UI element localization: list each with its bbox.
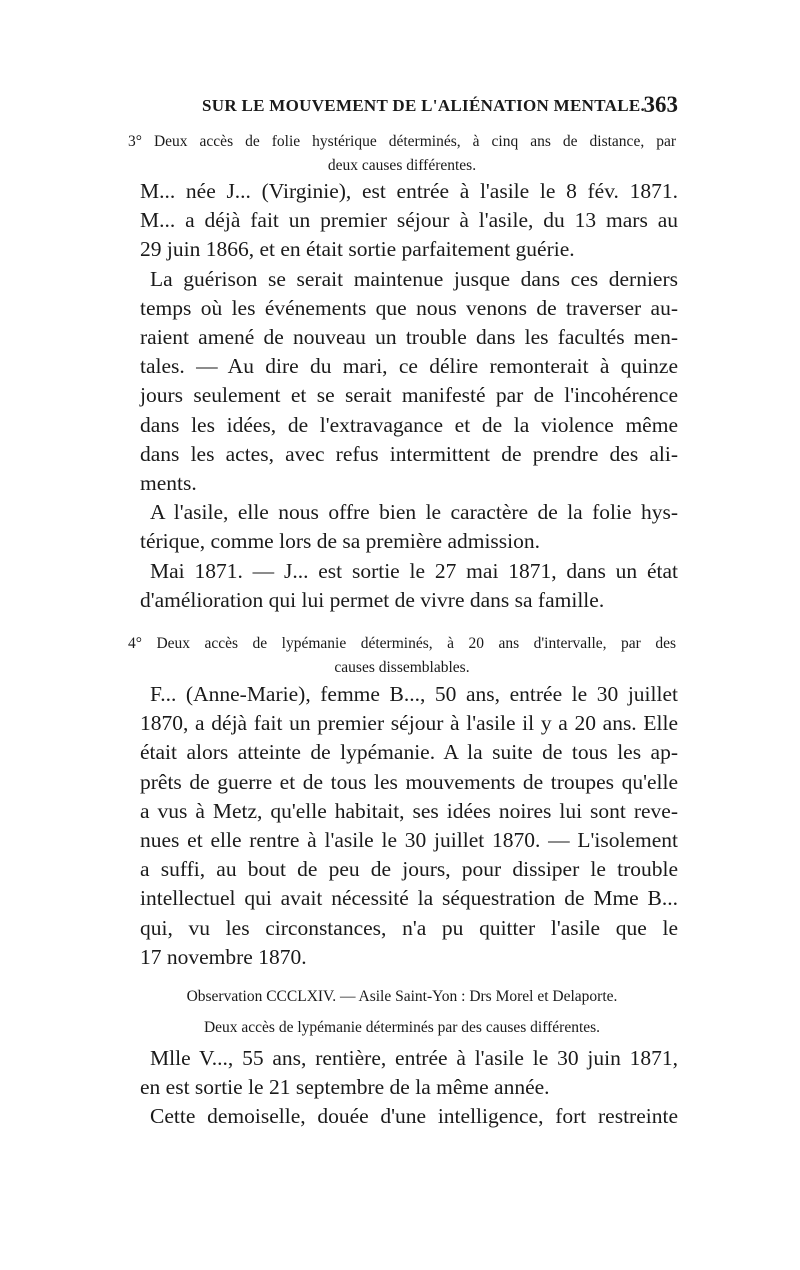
text-line: intellectuel qui avait nécessité la séquestration de Mme B...: [140, 886, 678, 911]
case3-heading-line: 3° Deux accès de folie hystérique déterminés, à cinq ans de distance, par: [128, 133, 676, 150]
case3-heading: [128, 130, 676, 178]
observation-body: [140, 1044, 678, 1132]
text-line: Cette demoiselle, douée d'une intelligence, fort restreinte: [150, 1104, 678, 1129]
text-line: temps où les événements que nous venons de traverser au-: [140, 295, 678, 320]
case4-heading-line: 4° Deux accès de lypémanie déterminés, à 20 ans d'intervalle, par des: [128, 635, 676, 652]
case3-body: [140, 177, 678, 615]
text-line: La guérison se serait maintenue jusque dans ces derniers: [150, 266, 678, 291]
case4-heading-line: causes dissemblables.: [334, 659, 470, 676]
observation-subtitle: Deux accès de lypémanie déterminés par des causes différentes.: [203, 1019, 601, 1036]
text-line: ments.: [140, 471, 197, 496]
running-header: [200, 94, 678, 124]
text-line: qui, vu les circonstances, n'a pu quitter l'asile que le: [140, 915, 678, 940]
text-line: d'amélioration qui lui permet de vivre dans sa famille.: [140, 587, 605, 612]
case4-body: [140, 680, 678, 972]
page-number: 363: [643, 92, 678, 117]
text-line: raient amené de nouveau un trouble dans les facultés men-: [140, 325, 678, 350]
text-line: térique, comme lors de sa première admission.: [140, 529, 541, 554]
text-line: 17 novembre 1870.: [140, 944, 307, 969]
text-line: en est sortie le 21 septembre de la même année.: [140, 1075, 550, 1100]
text-line: dans les idées, de l'extravagance et de la violence même: [140, 412, 678, 437]
text-line: a suffi, au bout de peu de jours, pour dissiper le trouble: [140, 857, 678, 882]
text-line: M... née J... (Virginie), est entrée à l'asile le 8 fév. 1871.: [140, 179, 678, 203]
observation-subheading: [128, 1016, 676, 1040]
observation-heading: [128, 985, 676, 1009]
text-line: Mlle V..., 55 ans, rentière, entrée à l'asile le 30 juin 1871,: [150, 1046, 678, 1070]
text-line: M... a déjà fait un premier séjour à l'asile, du 13 mars au: [140, 208, 678, 233]
text-line: 29 juin 1866, et en était sortie parfaitement guérie.: [140, 237, 575, 262]
text-line: nues et elle rentre à l'asile le 30 juillet 1870. — L'isolement: [140, 828, 678, 853]
text-line: Mai 1871. — J... est sortie le 27 mai 1871, dans un état: [150, 558, 678, 583]
case4-heading: [128, 632, 676, 680]
running-title: SUR LE MOUVEMENT DE L'ALIÉNATION MENTALE.: [202, 96, 646, 115]
text-line: 1870, a déjà fait un premier séjour à l'asile il y a 20 ans. Elle: [140, 711, 678, 736]
text-line: prêts de guerre et de tous les mouvements de troupes qu'elle: [140, 769, 678, 794]
text-line: a vus à Metz, qu'elle habitait, ses idées noires lui sont reve-: [140, 798, 678, 823]
text-line: F... (Anne-Marie), femme B..., 50 ans, entrée le 30 juillet: [150, 682, 678, 706]
text-line: était alors atteinte de lypémanie. A la suite de tous les ap-: [140, 740, 678, 765]
text-line: jours seulement et se serait manifesté par de l'incohérence: [140, 383, 678, 408]
observation-title: Observation CCCLXIV. — Asile Saint-Yon : Drs Morel et Delaporte.: [186, 988, 618, 1005]
case3-heading-line: deux causes différentes.: [327, 157, 477, 174]
text-line: dans les actes, avec refus intermittent de prendre des ali-: [140, 441, 678, 466]
text-line: A l'asile, elle nous offre bien le caractère de la folie hys-: [150, 500, 678, 525]
text-line: tales. — Au dire du mari, ce délire remonterait à quinze: [140, 354, 678, 379]
